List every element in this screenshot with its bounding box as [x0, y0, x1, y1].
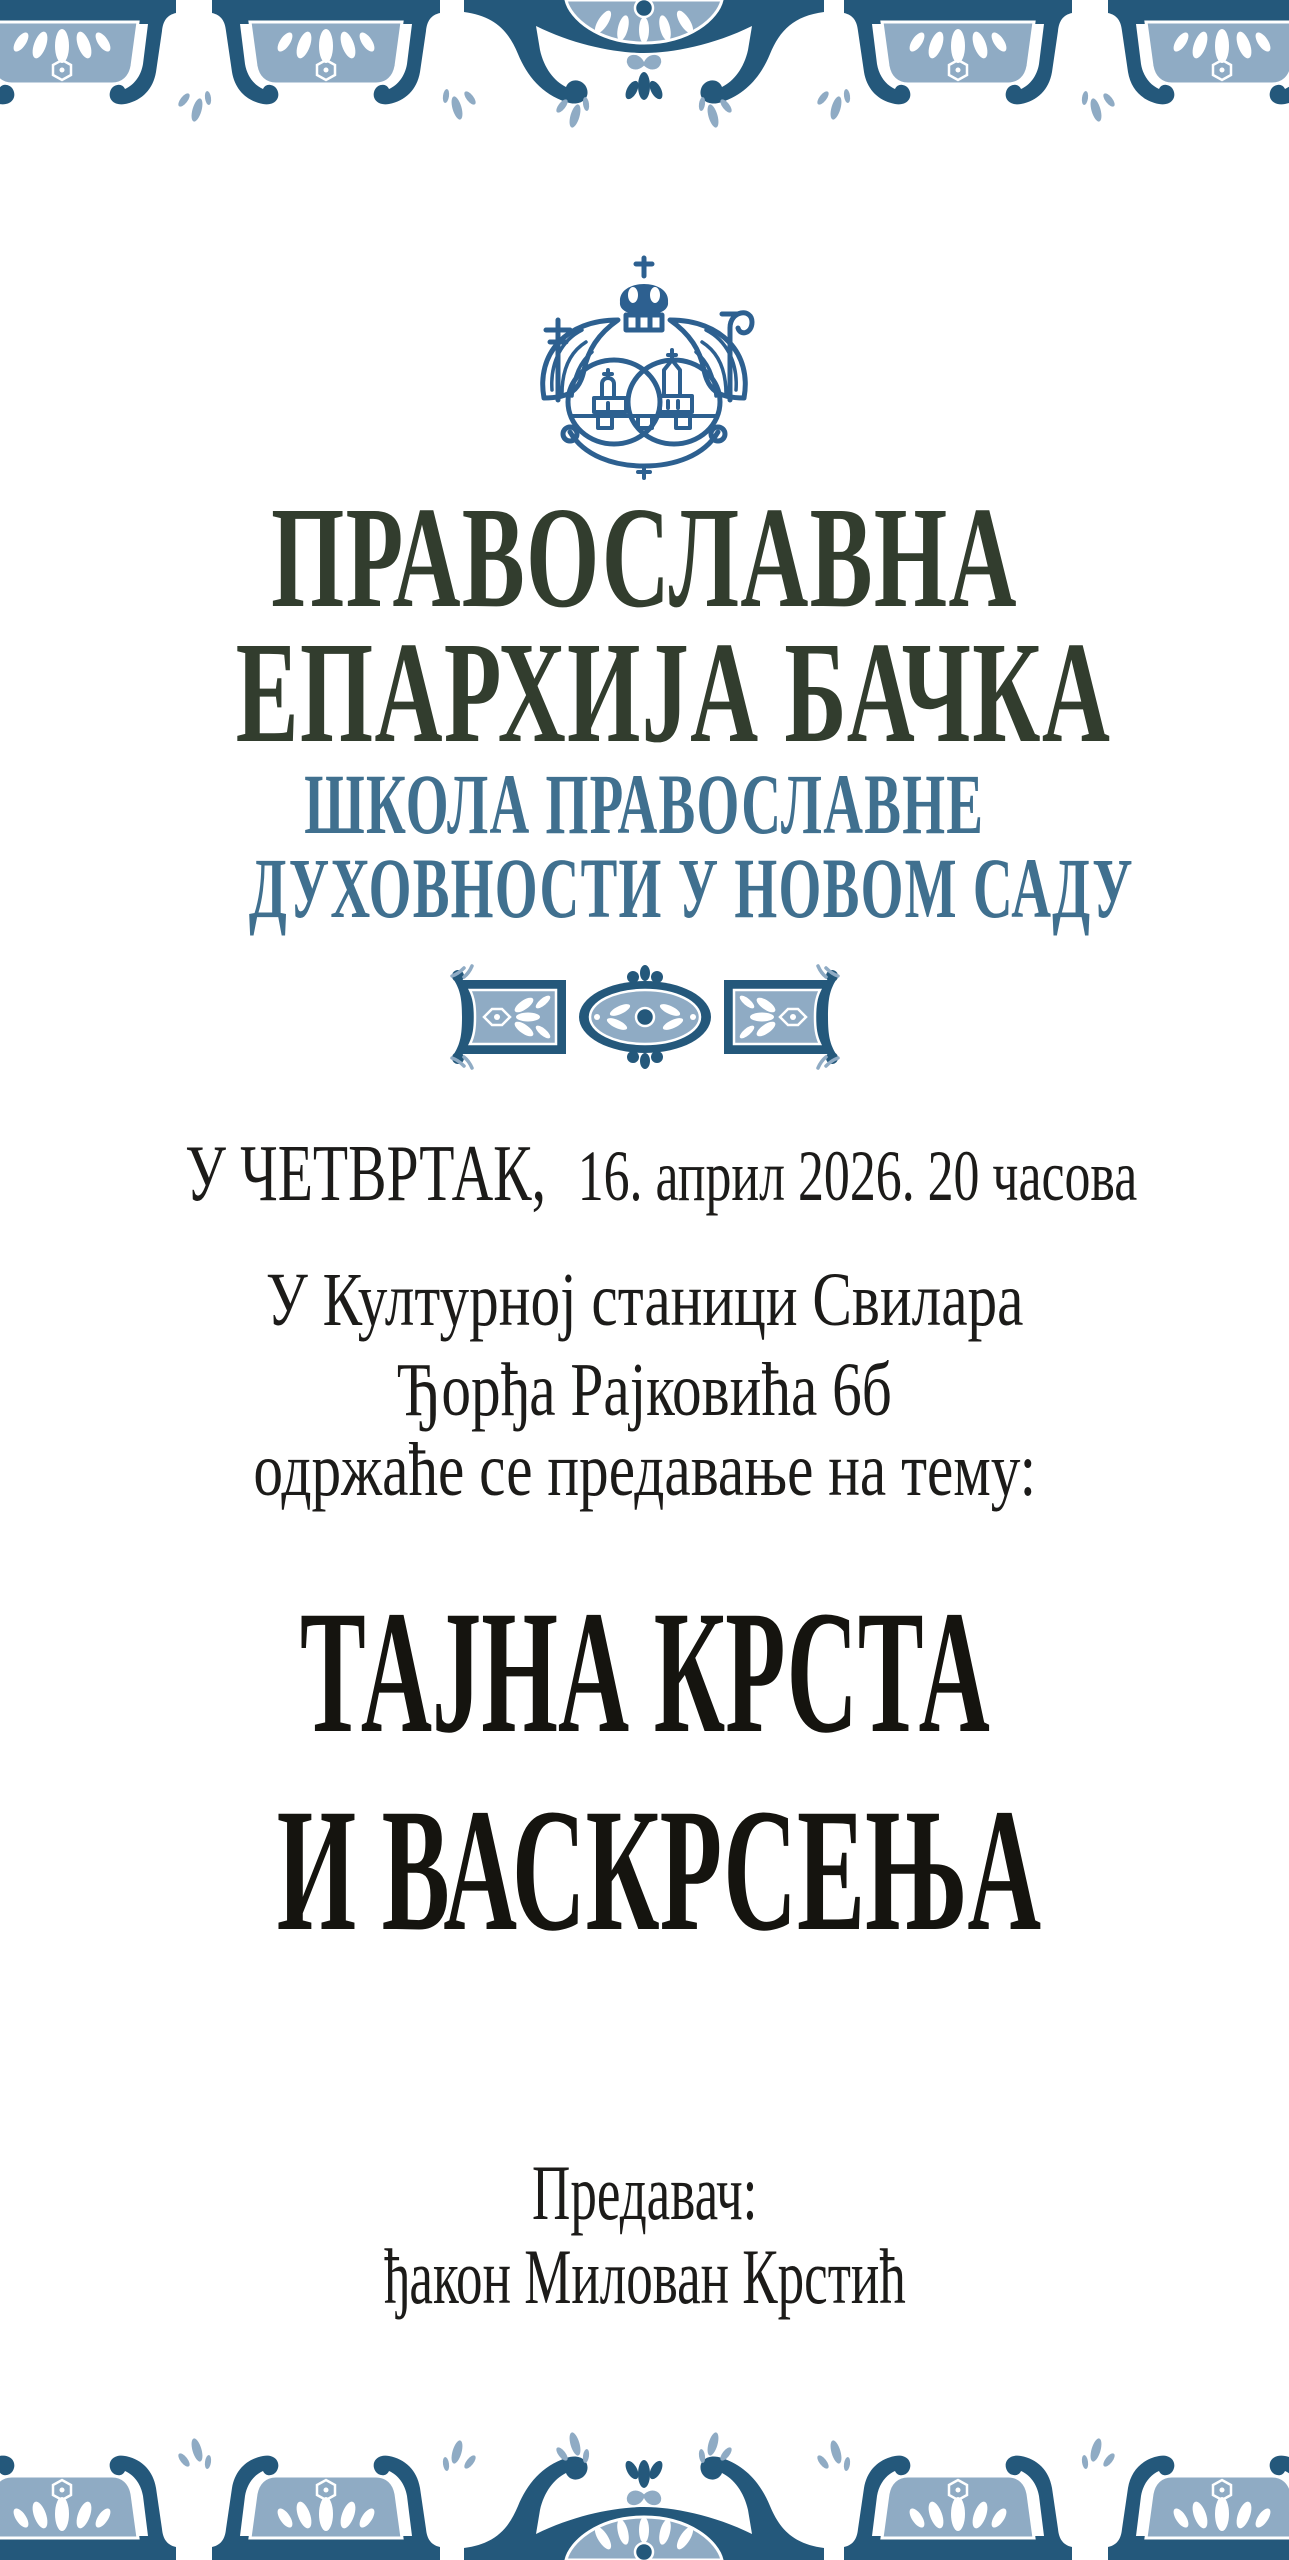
coat-of-arms-icon — [514, 250, 774, 480]
folk-border-icon — [0, 0, 1289, 150]
school-name-line-2: ДУХОВНОСТИ У НОВОМ САДУ — [248, 840, 1134, 936]
event-datetime: 16. април 2026. 20 часова — [577, 1136, 1138, 1216]
lecture-intro: одржаће се предавање на тему: — [253, 1428, 1036, 1512]
school-name-line-1: ШКОЛА ПРАВОСЛАВНЕ — [304, 756, 985, 852]
lecturer-label: Предавач: — [531, 2149, 758, 2236]
ornamental-border-top — [0, 0, 1289, 150]
venue-line-2: Ђорђа Рајковића 6б — [396, 1348, 893, 1432]
event-day-label: У ЧЕТВРТАК, — [185, 1130, 547, 1218]
eparchy-emblem — [514, 250, 774, 480]
org-name-line-2: ЕПАРХИЈА БАЧКА — [235, 613, 1112, 773]
venue-line-1: У Културној станици Свилара — [265, 1258, 1024, 1342]
lecture-title-line-1: ТАЈНА КРСТА — [299, 1575, 990, 1770]
floral-divider — [450, 964, 840, 1070]
org-name-line-1: ПРАВОСЛАВНА — [271, 478, 1018, 638]
lecture-title-line-2: И ВАСКРСЕЊА — [276, 1773, 1042, 1968]
folk-divider-icon — [450, 964, 840, 1070]
lecturer-name: ђакон Милован Крстић — [383, 2233, 906, 2320]
ornamental-border-bottom — [0, 2410, 1289, 2560]
folk-border-mirrored-icon — [0, 2410, 1289, 2560]
event-day-and-time — [0, 1130, 1289, 1218]
